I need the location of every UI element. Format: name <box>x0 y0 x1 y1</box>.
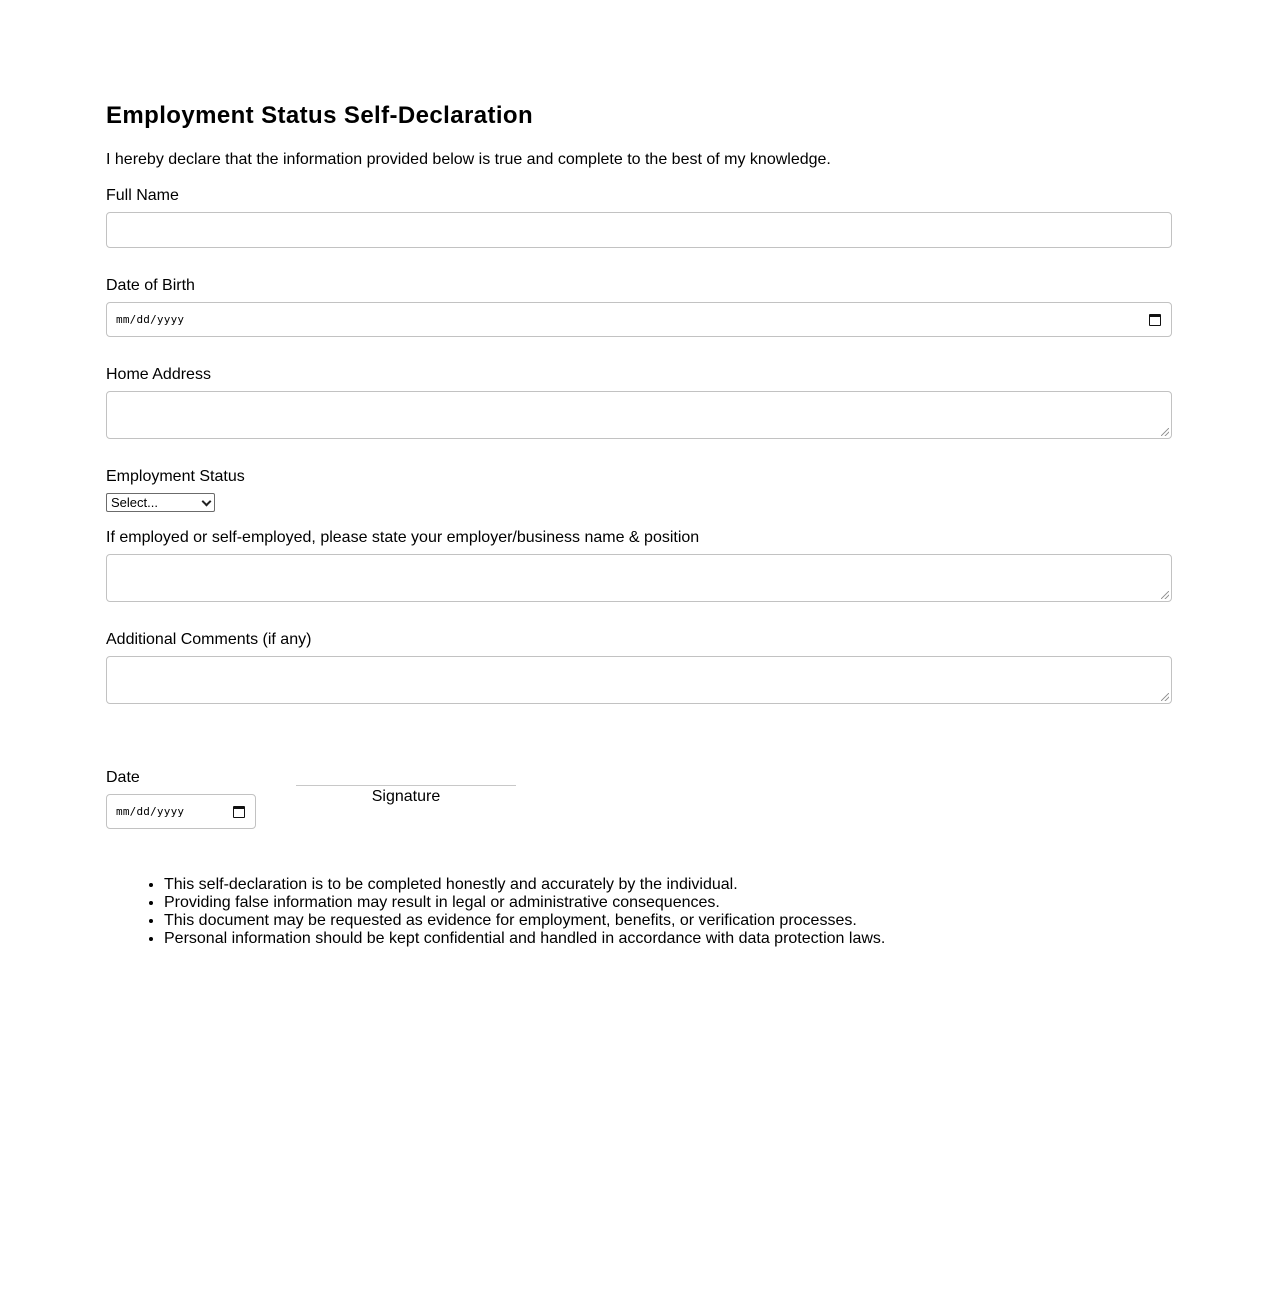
resize-grip-icon[interactable] <box>1161 428 1169 436</box>
dob-input[interactable] <box>106 302 1172 337</box>
list-item: • Personal information should be kept confidential and handled in accordance with data protection laws. <box>164 930 885 948</box>
resize-grip-icon[interactable] <box>1161 693 1169 701</box>
resize-grip-icon[interactable] <box>1161 591 1169 599</box>
list-item: • Providing false information may result in legal or administrative consequences. <box>164 894 885 912</box>
signature-label: Signature <box>371 788 441 805</box>
employment-status-select[interactable] <box>106 493 215 512</box>
signature-line <box>296 785 516 786</box>
notes-list <box>106 876 885 948</box>
chevron-down-icon <box>202 497 212 507</box>
home-address-textarea[interactable] <box>106 391 1172 439</box>
list-item: • This self-declaration is to be completed honestly and accurately by the individual. <box>164 876 885 894</box>
employment-status-selected: Select... <box>111 495 158 510</box>
employment-status-label: Employment Status <box>106 468 245 485</box>
date-placeholder: mm/dd/yyyy <box>116 805 185 818</box>
full-name-input[interactable] <box>106 212 1172 248</box>
page-title: Employment Status Self-Declaration <box>106 102 534 129</box>
employer-textarea[interactable] <box>106 554 1172 602</box>
full-name-label: Full Name <box>106 187 179 204</box>
dob-label: Date of Birth <box>106 277 195 294</box>
calendar-icon[interactable] <box>1149 314 1161 326</box>
comments-label: Additional Comments (if any) <box>106 631 312 648</box>
date-input[interactable] <box>106 794 256 829</box>
employer-label: If employed or self-employed, please state your employer/business name & position <box>106 529 700 546</box>
intro-text: I hereby declare that the information provided below is true and complete to the best of my knowledge. <box>106 151 831 168</box>
list-item: • This document may be requested as evidence for employment, benefits, or verification processes. <box>164 912 885 930</box>
date-label: Date <box>106 769 140 786</box>
dob-placeholder: mm/dd/yyyy <box>116 313 185 326</box>
home-address-label: Home Address <box>106 366 211 383</box>
comments-textarea[interactable] <box>106 656 1172 704</box>
calendar-icon[interactable] <box>233 806 245 818</box>
